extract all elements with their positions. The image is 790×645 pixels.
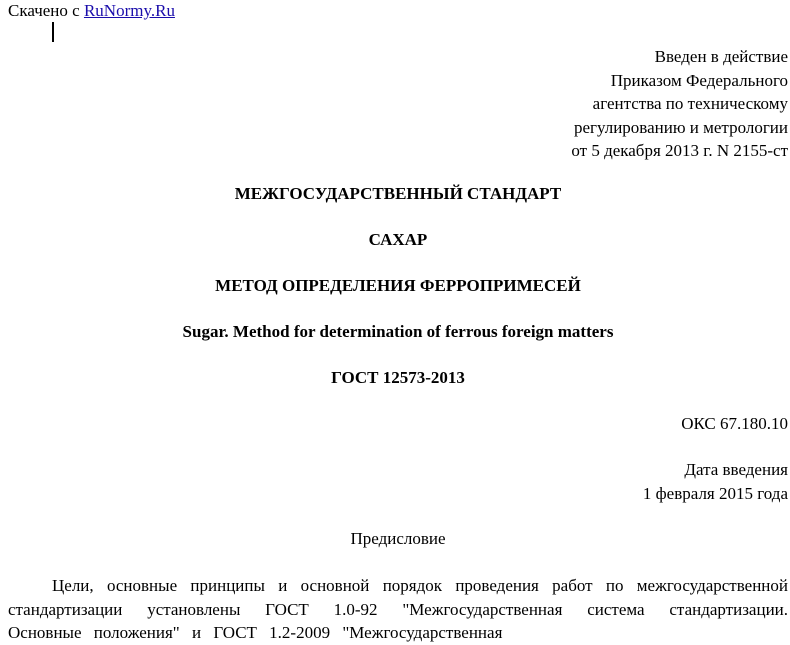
paragraph-line: межгосударственной стандартизации установлены ГОСТ 1.0-92 "Межгосударственная xyxy=(8,576,789,619)
approval-line: от 5 декабря 2013 г. N 2155-ст xyxy=(571,141,788,160)
source-prefix: Скачено с xyxy=(8,1,84,20)
runormy-link[interactable]: RuNormy.Ru xyxy=(83,1,175,20)
foreword-title: Предисловие xyxy=(350,529,446,548)
paragraph-line: система стандартизации. Основные положения" и ГОСТ 1.2-2009 "Межгосударственная xyxy=(8,599,789,642)
approval-line: Введен в действие xyxy=(654,47,788,66)
approval-line: Приказом Федерального xyxy=(610,70,788,90)
intro-date-label: Дата введения xyxy=(684,460,788,479)
product-heading: САХАР xyxy=(368,230,428,249)
paragraph-line: Цели, основные принципы и основной порядок проведения работ по xyxy=(52,576,624,595)
text-cursor xyxy=(52,22,54,42)
english-title: Sugar. Method for determination of ferrous foreign matters xyxy=(182,322,614,341)
foreword-paragraph xyxy=(8,574,788,645)
source-line xyxy=(8,1,175,21)
approval-line: регулированию и метрологии xyxy=(573,117,788,137)
approval-line: агентства по техническому xyxy=(592,94,788,113)
approval-block xyxy=(571,45,788,163)
method-heading: МЕТОД ОПРЕДЕЛЕНИЯ ФЕРРОПРИМЕСЕЙ xyxy=(215,276,581,295)
intro-date-block xyxy=(643,458,788,506)
intro-date-value: 1 февраля 2015 года xyxy=(642,484,788,503)
oks-code: ОКС 67.180.10 xyxy=(681,414,788,433)
standard-type-heading: МЕЖГОСУДАРСТВЕННЫЙ СТАНДАРТ xyxy=(234,184,562,203)
gost-code: ГОСТ 12573-2013 xyxy=(331,368,465,387)
